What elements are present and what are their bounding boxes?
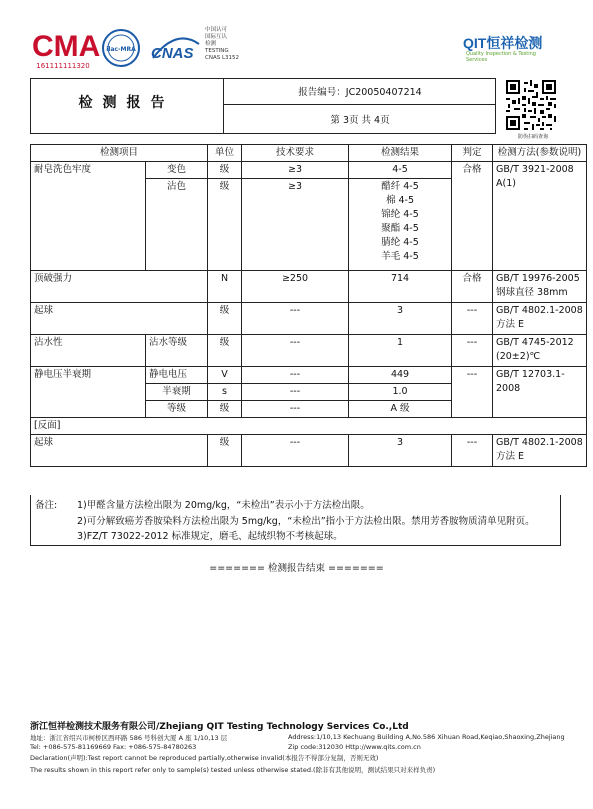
- header-cell: 判定: [452, 145, 493, 162]
- table-header-row: [31, 145, 587, 162]
- result-cell: A 级: [349, 401, 452, 418]
- footer-declaration: Declaration(声明):Test report cannot be reproduced partially,otherwise invalid(本报告不得部分复制，否则无效): [30, 754, 379, 762]
- judgement-cell: ---: [452, 303, 493, 335]
- table-row: [31, 162, 587, 179]
- requirement-cell: ---: [242, 367, 349, 384]
- cnas-info-line: TESTING: [205, 48, 229, 54]
- requirement-cell: ---: [242, 303, 349, 335]
- svg-text:CMA: CMA: [32, 30, 101, 63]
- item-cell: 起球: [31, 435, 208, 467]
- subitem-cell: 变色: [146, 162, 208, 179]
- unit-cell: s: [208, 384, 242, 401]
- header-cell: 检测结果: [349, 145, 452, 162]
- unit-cell: 级: [208, 401, 242, 418]
- note-line: 3)FZ/T 73022-2012 标准规定，磨毛、起绒织物不考核起球。: [77, 531, 343, 542]
- requirement-cell: ≥250: [242, 271, 349, 303]
- result-cell: 4-5: [349, 162, 452, 179]
- table-row: [31, 418, 587, 435]
- notes-label: 备注:: [35, 500, 58, 511]
- unit-cell: N: [208, 271, 242, 303]
- unit-cell: 级: [208, 303, 242, 335]
- result-line: 聚酯 4-5: [381, 223, 419, 234]
- result-line: 腈纶 4-5: [381, 237, 419, 248]
- cnas-text: CNAS: [151, 45, 194, 62]
- requirement-cell: ---: [242, 435, 349, 467]
- qit-subtitle: Quality Inspection & Testing Services: [466, 51, 536, 63]
- results-table: [30, 144, 587, 467]
- item-cell: 静电压半衰期: [31, 367, 146, 418]
- cnas-info-line: 国际互认: [205, 34, 228, 40]
- item-cell: 起球: [31, 303, 208, 335]
- subitem-cell: 静电电压: [146, 367, 208, 384]
- qr-code: [506, 80, 556, 130]
- unit-cell: 级: [208, 335, 242, 367]
- qit-name: QIT恒祥检测: [463, 35, 543, 51]
- method-line: GB/T 4802.1-2008: [496, 305, 583, 316]
- result-cell: 3: [349, 435, 452, 467]
- item-cell: 耐皂洗色牢度: [31, 162, 146, 271]
- qit-logo: [463, 31, 543, 53]
- footer-address-cn: 地址：浙江省绍兴市柯桥区西环路 586 号科创大厦 A 座 1/10,13 层: [30, 734, 228, 742]
- footer-company: 浙江恒祥检测技术服务有限公司/Zhejiang QIT Testing Technology Services Co.,Ltd: [30, 722, 409, 732]
- method-line: 方法 E: [496, 319, 525, 330]
- judgement-cell: ---: [452, 335, 493, 367]
- unit-cell: 级: [208, 162, 242, 179]
- result-cell: 449: [349, 367, 452, 384]
- requirement-cell: ---: [242, 401, 349, 418]
- method-line: GB/T 3921-2008: [496, 164, 574, 175]
- table-row: [31, 303, 587, 335]
- table-row: [31, 435, 587, 467]
- method-cell: [493, 303, 587, 335]
- requirement-cell: ---: [242, 335, 349, 367]
- method-line: GB/T 19976-2005: [496, 273, 580, 284]
- method-line: GB/T 4802.1-2008: [496, 437, 583, 448]
- report-title: 检测报告: [78, 95, 175, 111]
- unit-cell: 级: [208, 179, 242, 271]
- judgement-cell: 合格: [452, 271, 493, 303]
- subitem-cell: 半衰期: [146, 384, 208, 401]
- cma-logo: [30, 26, 101, 66]
- unit-cell: V: [208, 367, 242, 384]
- section-label: [反面]: [31, 418, 587, 435]
- result-cell: 3: [349, 303, 452, 335]
- method-line: GB/T 4745-2012: [496, 337, 574, 348]
- method-line: A(1): [496, 178, 516, 189]
- report-end-marker: ======= 检测报告结束 =======: [209, 563, 384, 574]
- result-line: 羊毛 4-5: [381, 251, 419, 262]
- judgement-cell: 合格: [452, 162, 493, 271]
- cnas-info-line: 检测: [205, 41, 217, 47]
- requirement-cell: ≥3: [242, 179, 349, 271]
- header-cell: 技术要求: [242, 145, 349, 162]
- result-cell: 1: [349, 335, 452, 367]
- method-line: (20±2)℃: [496, 351, 541, 362]
- page-info: 第 3页 共 4页: [330, 115, 390, 126]
- method-cell: [493, 162, 587, 271]
- judgement-cell: ---: [452, 367, 493, 418]
- method-cell: [493, 335, 587, 367]
- subitem-cell: 等级: [146, 401, 208, 418]
- result-cell: 1.0: [349, 384, 452, 401]
- header-mid-line: [223, 104, 496, 105]
- header-divider: [223, 78, 224, 134]
- result-cell: 714: [349, 271, 452, 303]
- footer-address-en: Address:1/10,13 Kechuang Building A,No.586 Xihuan Road,Keqiao,Shaoxing,Zhejiang: [288, 733, 565, 741]
- result-line: 锦纶 4-5: [381, 209, 419, 220]
- note-line: 1)甲醛含量方法检出限为 20mg/kg，“未检出”表示小于方法检出限。: [77, 500, 370, 511]
- subitem-cell: 沾色: [146, 179, 208, 271]
- result-line: 醋纤 4-5: [381, 181, 419, 192]
- method-cell: [493, 271, 587, 303]
- item-cell: 顶破强力: [31, 271, 208, 303]
- cma-code: 161111111320: [36, 62, 90, 70]
- ilac-mra-text: ilac-MRA: [106, 46, 136, 53]
- requirement-cell: ---: [242, 384, 349, 401]
- subitem-cell: 沾水等级: [146, 335, 208, 367]
- footer-zip-web: Zip code:312030 Http://www.qits.com.cn: [288, 743, 421, 751]
- method-line: 钢球直径 38mm: [496, 287, 568, 298]
- qr-caption: 防伪扫码查询: [517, 134, 548, 140]
- table-row: [31, 271, 587, 303]
- header-cell: 单位: [208, 145, 242, 162]
- report-number: 报告编号：JC20050407214: [298, 87, 422, 98]
- result-cell: [349, 179, 452, 271]
- footer-results-note: The results shown in this report refer only to sample(s) tested unless otherwise stated.(除非有其他说明，测试结果只对来样负责): [30, 766, 436, 774]
- method-cell: GB/T 12703.1-2008: [493, 367, 587, 418]
- table-row: [31, 335, 587, 367]
- method-line: 方法 E: [496, 451, 525, 462]
- cnas-logo: [149, 34, 203, 62]
- note-line: 2)可分解致癌芳香胺染料方法检出限为 5mg/kg，“未检出”指小于方法检出限。禁用芳香胺物质清单见附页。: [77, 516, 535, 527]
- cnas-info-line: CNAS L3152: [205, 55, 240, 61]
- requirement-cell: ≥3: [242, 162, 349, 179]
- notes-box: [30, 495, 561, 546]
- header-cell: 检测项目: [31, 145, 208, 162]
- judgement-cell: ---: [452, 435, 493, 467]
- cnas-info-line: 中国认可: [205, 27, 228, 33]
- footer-tel-fax: Tel: +086-575-81169669 Fax: +086-575-84780263: [30, 743, 197, 751]
- unit-cell: 级: [208, 435, 242, 467]
- header-cell: 检测方法(参数说明): [493, 145, 587, 162]
- result-line: 棉 4-5: [385, 195, 415, 206]
- cnas-info: [205, 27, 257, 62]
- method-cell: [493, 435, 587, 467]
- item-cell: 沾水性: [31, 335, 146, 367]
- table-row: [31, 367, 587, 384]
